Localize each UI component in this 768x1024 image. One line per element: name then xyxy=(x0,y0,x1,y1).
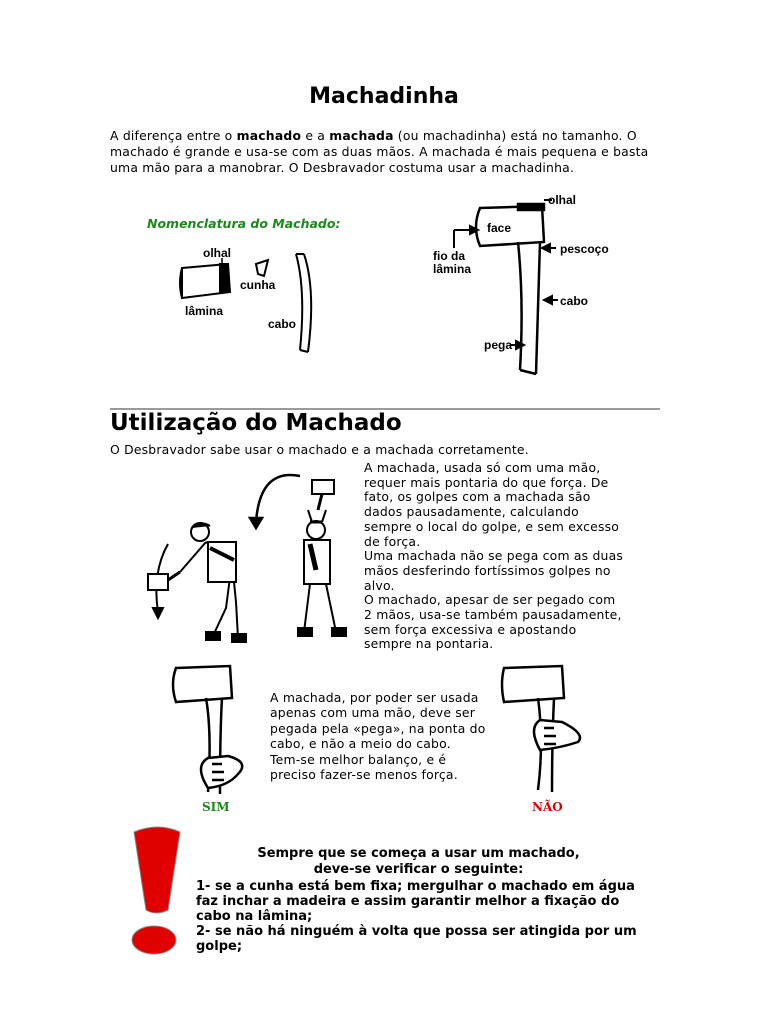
section-heading: Utilização do Machado xyxy=(110,410,402,436)
label-pescoco: pescoço xyxy=(560,242,609,256)
text-line: alvo. xyxy=(364,577,395,593)
intro-text: (ou machadinha) está no tamanho. O machado é grande e usa-se com as duas mãos. A machada é mais pequena e basta uma mão para a manobrar. O Desbravador costuma usar a machadinha. xyxy=(110,128,649,175)
section-lead: O Desbravador sabe usar o machado e a machada corretamente. xyxy=(110,442,529,457)
label-pega: pega xyxy=(484,338,513,352)
label-cunha: cunha xyxy=(240,278,276,292)
text-line: preciso fazer-se menos força. xyxy=(270,767,458,783)
text-line: A machada, por poder ser usada xyxy=(270,690,479,705)
label-cabo-small: cabo xyxy=(268,317,297,331)
text-line: cabo, e não a meio do cabo. xyxy=(270,736,451,752)
text-line: mãos desferindo fortíssimos golpes no xyxy=(364,562,611,578)
text-line: O machado, apesar de ser pegado com xyxy=(364,592,616,608)
label-nao: NÃO xyxy=(532,800,563,814)
label-fio-da-lamina xyxy=(433,250,471,276)
label-sim: SIM xyxy=(202,800,230,814)
nomenclature-caption: Nomenclatura do Machado: xyxy=(147,216,341,231)
text-line: 2 mãos, usa-se também pausadamente, xyxy=(364,607,622,623)
axe-handle-large xyxy=(518,242,540,374)
axe-head-illustration xyxy=(180,264,230,298)
intro-paragraph xyxy=(110,128,650,176)
text-line: requer mais pontaria do que força. De xyxy=(364,474,609,490)
swing-arrow-large xyxy=(250,475,300,528)
label-cabo-large: cabo xyxy=(560,294,589,308)
right-column-text xyxy=(364,461,623,652)
figure-right xyxy=(298,480,346,636)
text-line: sempre o local do golpe, e sem excesso xyxy=(364,518,620,534)
text-line: Tem-se melhor balanço, e é xyxy=(270,751,447,767)
warning-title xyxy=(196,846,641,878)
text-line: fato, os golpes com a machada são xyxy=(364,489,591,505)
intro-bold-machada: machada xyxy=(329,128,394,143)
intro-bold-machado: machado xyxy=(236,128,302,143)
warning-box xyxy=(196,846,641,954)
handle-illustration xyxy=(296,254,311,352)
label-olhal-small: olhal xyxy=(203,246,232,260)
label-fio-line1: fio da xyxy=(433,249,465,263)
label-fio-line2: lâmina xyxy=(433,262,472,276)
text-line: apenas com uma mão, deve ser xyxy=(270,705,476,721)
warning-title-line2: deve-se verificar o seguinte: xyxy=(313,862,524,877)
text-line: sem força excessiva e apostando xyxy=(364,621,577,637)
text-line: de força. xyxy=(364,533,421,549)
warning-item: 2- se não há ninguém à volta que possa ser atingida por um golpe; xyxy=(196,924,637,954)
text-line: Uma machada não se pega com as duas xyxy=(364,548,624,564)
grip-correct-illustration xyxy=(168,662,258,798)
grip-wrong-illustration xyxy=(500,662,590,798)
intro-text: A diferença entre o xyxy=(110,128,237,143)
middle-text xyxy=(270,690,486,782)
large-axe-diagram xyxy=(440,190,600,380)
page-title: Machadinha xyxy=(309,84,459,109)
small-axe-diagram xyxy=(170,240,320,360)
figure-left xyxy=(148,523,246,642)
exclamation-warning-icon xyxy=(128,826,188,958)
wedge-illustration xyxy=(256,260,268,276)
text-line: pegada pela «pega», na ponta do xyxy=(270,720,486,736)
label-olhal-large: olhal xyxy=(548,193,577,207)
text-line: A machada, usada só com uma mão, xyxy=(364,460,601,475)
text-line: sempre na pontaria. xyxy=(364,636,494,652)
warning-title-line1: Sempre que se começa a usar um machado, xyxy=(257,846,580,861)
intro-text: e a xyxy=(301,128,330,143)
text-line: dados pausadamente, calculando xyxy=(364,504,579,520)
chopping-figures-illustration xyxy=(140,462,360,652)
label-lamina: lâmina xyxy=(185,304,224,318)
warning-item: 1- se a cunha está bem fixa; mergulhar o machado em água faz inchar a madeira e assim garantir melhor a fixação do cabo na lâmina; xyxy=(196,879,635,924)
warning-list xyxy=(196,879,641,954)
label-face: face xyxy=(487,221,512,235)
